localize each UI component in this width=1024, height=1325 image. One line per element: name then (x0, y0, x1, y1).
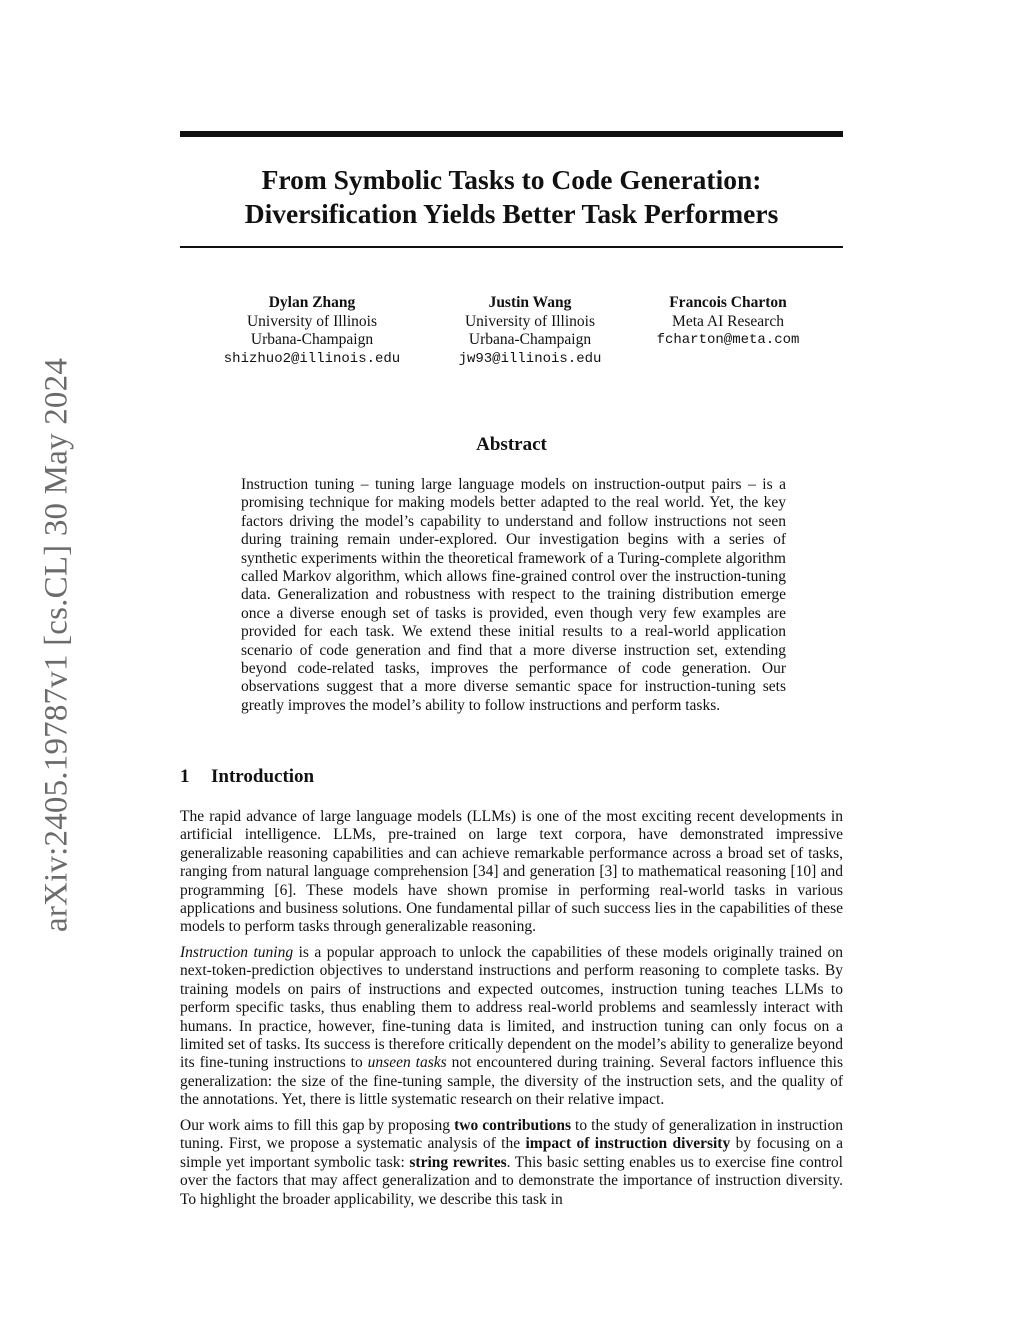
arxiv-identifier: arXiv:2405.19787v1 [cs.CL] 30 May 2024 (38, 357, 75, 933)
author-dylan-zhang (212, 294, 412, 368)
emphasis-term: unseen tasks (367, 1054, 447, 1072)
paper-title (180, 163, 843, 231)
section-number: 1 (180, 766, 190, 787)
author-name: Justin Wang (488, 294, 572, 311)
section-heading-introduction (180, 766, 314, 788)
intro-paragraph-2 (180, 944, 843, 1110)
author-affiliation: University of Illinois (464, 312, 596, 330)
abstract-text: Instruction tuning – tuning large language models on instruction-output pairs – is a promising technique for making models better adapted to the real world. Yet, the key factors driving the model’s capability to understand and follow instructions not seen during training remain under-explored. Our investigation begins with a series of synthetic experiments within the theoretical framework of a Turing-complete algorithm called Markov algorithm, which allows fine-grained control over the instruction-tuning data. Generalization and robustness with respect to the training distribution emerge once a diverse enough set of tasks is provided, even though very few examples are provided for each task. We extend these initial results to a real-world application scenario of code generation and find that a more diverse instruction set, extending beyond code-related tasks, improves the performance of code generation. Our observations suggest that a more diverse semantic space for instruction-tuning sets greatly improves the model’s ability to follow instructions and perform tasks. (241, 476, 786, 714)
intro-paragraph-1: The rapid advance of large language models (LLMs) is one of the most exciting recent developments in artificial intelligence. LLMs, pre-trained on large text corpora, have demonstrated impressive generalizable reasoning capabilities and can achieve remarkable performance across a broad set of tasks, ranging from natural language comprehension [34] and generation [3] to mathematical reasoning [10] and programming [6]. These models have shown promise in performing real-world tasks in various applications and business solutions. One fundamental pillar of such success lies in the capabilities of these models to perform tasks through generalizable reasoning. (180, 808, 843, 936)
section-title: Introduction (211, 766, 315, 787)
author-justin-wang (430, 294, 630, 368)
paragraph-text: . This basic setting enables us to exercise fine control over the factors that may affect generalization and to demonstrate the importance of instruction diversity. To highlight the broader applicability, we describe this task in (180, 1153, 843, 1208)
paragraph-text: not encountered during training. Several factors influence this generalization: the size of the fine-tuning sample, the diversity of the instruction sets, and the quality of the annotations. Yet, there is little systematic research on their relative impact. (180, 1054, 843, 1109)
intro-paragraph-3 (180, 1117, 843, 1209)
paragraph-text: to the study of generalization in instruction tuning. First, we propose a systematic analysis of the (180, 1117, 843, 1153)
author-francois-charton (628, 294, 828, 350)
author-affiliation-location: Urbana-Champaign (468, 331, 592, 348)
author-name: Francois Charton (669, 294, 787, 311)
title-line-1: From Symbolic Tasks to Code Generation: (261, 164, 762, 195)
emphasis-term: Instruction tuning (180, 944, 294, 961)
author-email: shizhuo2@illinois.edu (223, 350, 401, 367)
author-affiliation: Meta AI Research (672, 312, 784, 330)
author-email: jw93@illinois.edu (458, 350, 602, 367)
title-top-rule (180, 131, 843, 137)
bold-term: string rewrites (409, 1153, 507, 1171)
bold-term: impact of instruction diversity (525, 1135, 731, 1153)
author-email: fcharton@meta.com (656, 332, 800, 348)
author-name: Dylan Zhang (268, 294, 356, 311)
paragraph-text: is a popular approach to unlock the capabilities of these models originally trained on next-token-prediction objectives to understand instructions and perform reasoning to complete tasks. By training models on pairs of instructions and expected outcomes, instruction tuning teaches LLMs to perform specific tasks, thus enabling them to address real-world problems and seamlessly interact with humans. In practice, however, fine-tuning data is limited, and instruction tuning can only focus on a limited set of tasks. Its success is therefore critically dependent on the model’s ability to generalize beyond its fine-tuning instructions to (180, 944, 844, 1072)
author-affiliation-location: Urbana-Champaign (250, 331, 374, 348)
paragraph-text: Our work aims to fill this gap by proposing (180, 1117, 455, 1134)
bold-term: two contributions (454, 1117, 571, 1134)
title-line-2: Diversification Yields Better Task Performers (244, 198, 779, 229)
title-bottom-rule (180, 246, 843, 248)
abstract-heading: Abstract (476, 434, 547, 455)
author-affiliation: University of Illinois (246, 312, 378, 330)
paragraph-text: by focusing on a simple yet important symbolic task: (180, 1135, 843, 1171)
